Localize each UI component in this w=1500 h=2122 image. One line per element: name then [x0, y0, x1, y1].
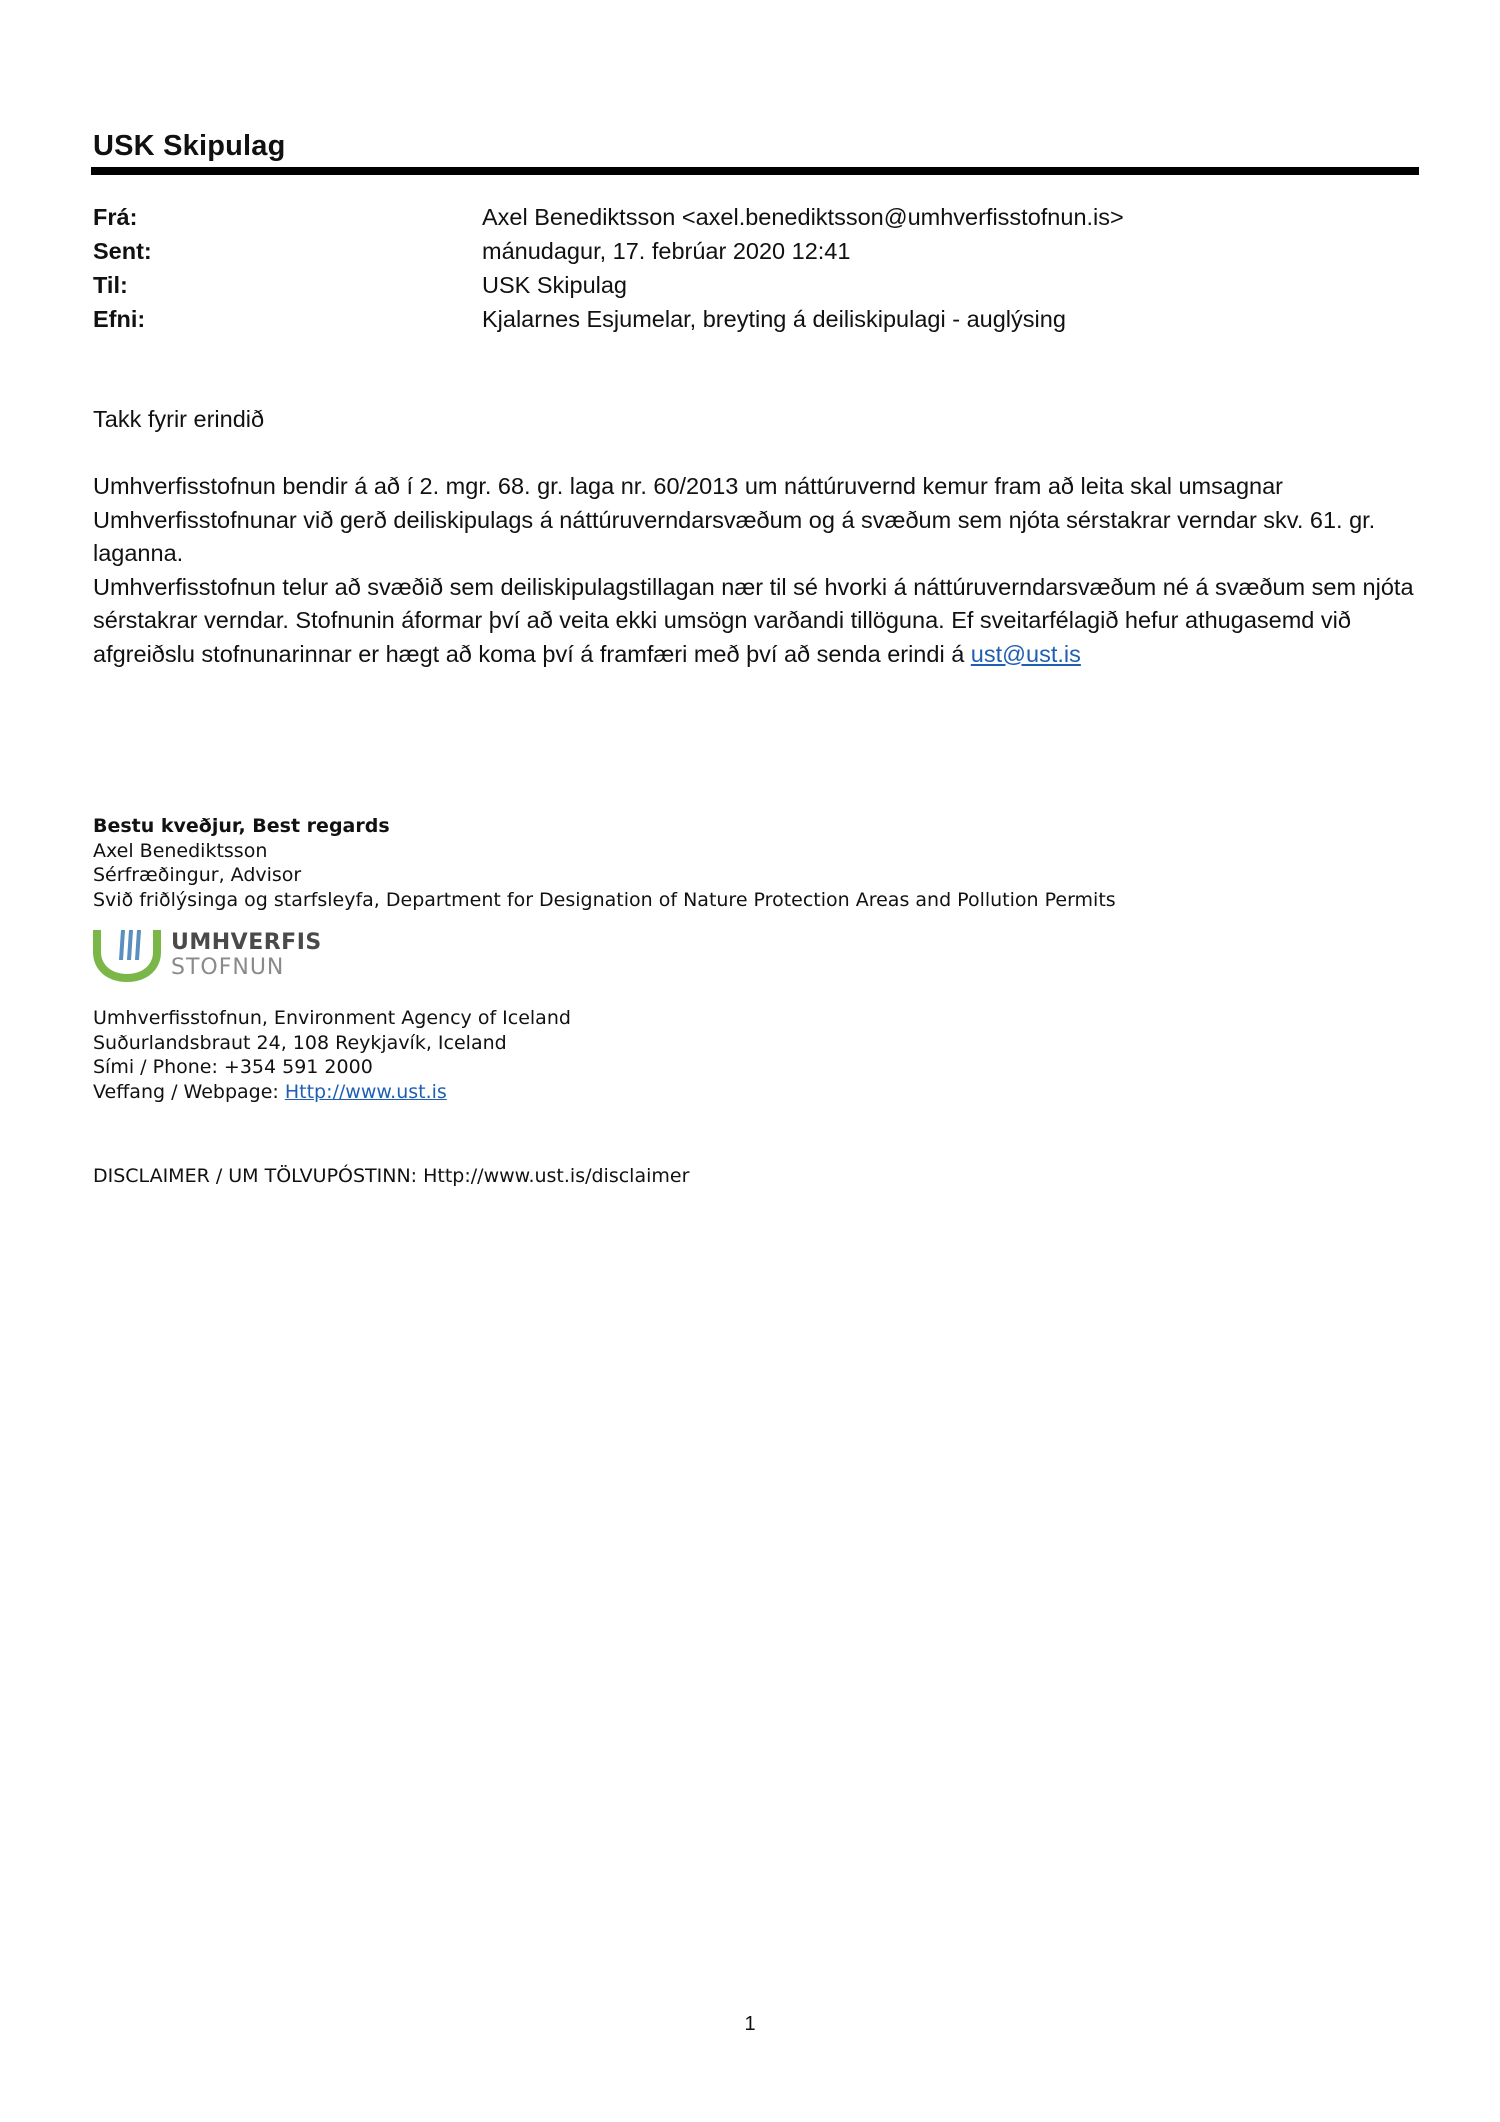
email-greeting [93, 403, 1423, 437]
document-title: USK Skipulag [93, 130, 286, 162]
title-divider [91, 167, 1419, 175]
from-value: Axel Benediktsson <axel.benediktsson@umhverfisstofnun.is> [482, 204, 1124, 230]
web-label: Veffang / Webpage: [93, 1080, 285, 1103]
body-paragraph-1: Umhverfisstofnun bendir á að í 2. mgr. 68. gr. laga nr. 60/2013 um náttúruvernd kemur fram að leita skal umsagnar Umhverfisstofnunar við gerð deiliskipulags á náttúruverndarsvæðum og á svæðum sem njóta sérstakrar verndar skv. 61. gr. laganna. [93, 473, 1376, 566]
greeting-text: Takk fyrir erindið [93, 406, 265, 432]
email-body [93, 470, 1423, 671]
subject-value: Kjalarnes Esjumelar, breyting á deiliskipulagi - auglýsing [482, 306, 1066, 332]
body-paragraph-2 [93, 571, 1423, 672]
to-value: USK Skipulag [482, 272, 627, 298]
website-link[interactable]: Http://www.ust.is [284, 1080, 447, 1103]
signature-regards: Bestu kveðjur, Best regards [93, 815, 390, 837]
organization-phone: Sími / Phone: +354 591 2000 [93, 1056, 373, 1078]
signature-block [93, 814, 1116, 912]
organization-block [93, 1006, 571, 1104]
page-number: 1 [744, 2013, 756, 2035]
body-paragraph-2-text: Umhverfisstofnun telur að svæðið sem deiliskipulagstillagan nær til sé hvorki á náttúruverndarsvæðum né á svæðum sem njóta sérstakrar verndar. Stofnunin áformar því að veita ekki umsögn varðandi tillöguna. Ef sveitarfélagið hefur athugasemd við afgreiðslu stofnunarinnar er hægt að koma því á framfæri með því að senda erindi á [93, 573, 1414, 667]
sent-value: mánudagur, 17. febrúar 2020 12:41 [482, 238, 851, 264]
umhverfisstofnun-logo [91, 930, 331, 984]
to-label: Til: [93, 272, 128, 298]
disclaimer: DISCLAIMER / UM TÖLVUPÓSTINN: Http://www.ust.is/disclaimer [93, 1165, 690, 1187]
signature-department: Svið friðlýsinga og starfsleyfa, Department for Designation of Nature Protection Areas and Pollution Permits [93, 888, 1116, 911]
logo-text-stofnun: STOFNUN [171, 955, 285, 980]
logo-text-umhverfis: UMHVERFIS [171, 930, 322, 955]
signature-name: Axel Benediktsson [93, 839, 268, 862]
organization-name: Umhverfisstofnun, Environment Agency of Iceland [93, 1007, 571, 1029]
from-label: Frá: [93, 204, 138, 230]
sent-label: Sent: [93, 238, 152, 264]
organization-address: Suðurlandsbraut 24, 108 Reykjavík, Iceland [93, 1031, 507, 1054]
ust-email-link[interactable]: ust@ust.is [970, 640, 1081, 667]
subject-label: Efni: [93, 306, 146, 332]
signature-role: Sérfræðingur, Advisor [93, 864, 302, 886]
logo-mark-icon [91, 930, 163, 984]
organization-web [93, 1080, 571, 1105]
